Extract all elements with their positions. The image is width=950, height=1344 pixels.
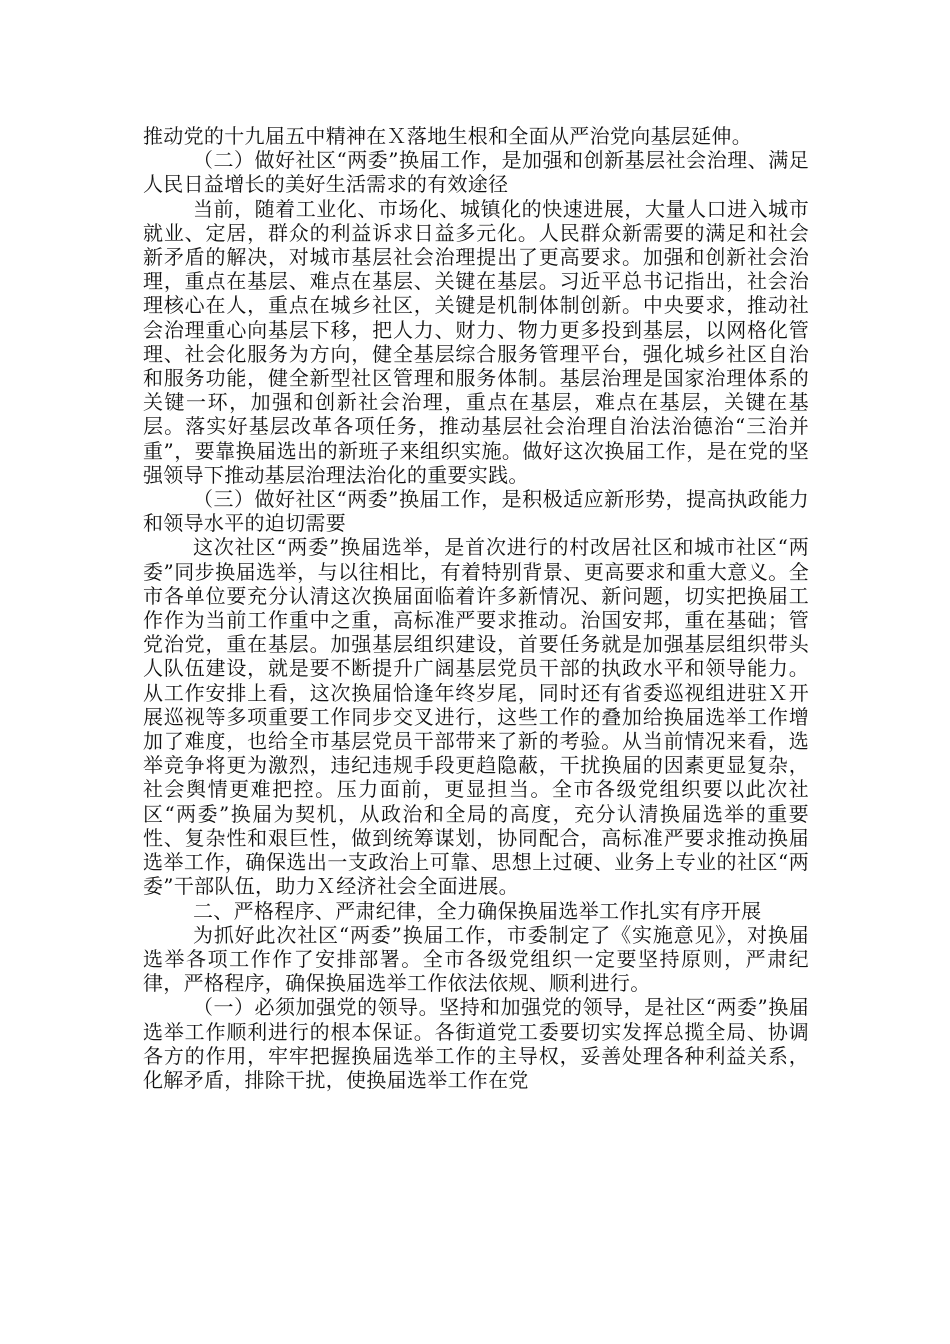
- section-heading-3: （三）做好社区“两委”换届工作，是积极适应新形势，提高执政能力和领导水平的迫切需要: [143, 487, 809, 536]
- paragraph-implementation-opinion: 为抓好此次社区“两委”换届工作，市委制定了《实施意见》，对换届选举各项工作作了安排部署。全市各级党组织一定要坚持原则，严肃纪律，严格程序，确保换届选举工作依法依规、顺利进行。: [143, 922, 809, 996]
- paragraph-continuation: 推动党的十九届五中精神在Ｘ落地生根和全面从严治党向基层延伸。: [143, 124, 752, 148]
- document-body: [143, 124, 809, 1092]
- paragraph-election-significance: 这次社区“两委”换届选举，是首次进行的村改居社区和城市社区“两委”同步换届选举，与以往相比，有着特别背景、更高要求和重大意义。全市各单位要充分认清这次换届面临着许多新情况、新问题，切实把换届工作作为当前工作重中之重，高标准严要求推动。治国安邦，重在基础；管党治党，重在基层。加强基层组织建设，首要任务就是加强基层组织带头人队伍建设，就是要不断提升广阔基层党员干部的执政水平和领导能力。从工作安排上看，这次换届恰逢年终岁尾，同时还有省委巡视组进驻Ｘ开展巡视等多项重要工作同步交叉进行，这些工作的叠加给换届选举工作增加了难度，也给全市基层党员干部带来了新的考验。从当前情况来看，选举竞争将更为激烈，违纪违规手段更趋隐蔽，干扰换届的因素更显复杂，社会舆情更难把控。压力面前，更显担当。全市各级党组织要以此次社区“两委”换届为契机，从政治和全局的高度，充分认清换届选举的重要性、复杂性和艰巨性，做到统筹谋划，协同配合，高标准严要求推动换届选举工作，确保选出一支政治上可靠、思想上过硬、业务上专业的社区“两委”干部队伍，助力Ｘ经济社会全面进展。: [143, 535, 809, 899]
- paragraph-social-governance: 当前，随着工业化、市场化、城镇化的快速进展，大量人口进入城市就业、定居，群众的利益诉求日益多元化。人民群众新需要的满足和社会新矛盾的解决，对城市基层社会治理提出了更高要求。加强和创新社会治理，重点在基层、难点在基层、关键在基层。习近平总书记指出，社会治理核心在人，重点在城乡社区，关键是机制体制创新。中央要求，推动社会治理重心向基层下移，把人力、财力、物力更多投到基层，以网格化管理、社会化服务为方向，健全基层综合服务管理平台，强化城乡社区自治和服务功能，健全新型社区管理和服务体制。基层治理是国家治理体系的关键一环，加强和创新社会治理，重点在基层，难点在基层，关键在基层。落实好基层改革各项任务，推动基层社会治理自治法治德治“三治并重”，要靠换届选出的新班子来组织实施。做好这次换届工作，是在党的坚强领导下推动基层治理法治化的重要实践。: [143, 196, 809, 487]
- paragraph-party-leadership: （一）必须加强党的领导。坚持和加强党的领导，是社区“两委”换届选举工作顺利进行的根本保证。各街道党工委要切实发挥总揽全局、协调各方的作用，牢牢把握换届选举工作的主导权，妥善处理各种利益关系，化解矛盾，排除干扰，使换届选举工作在党: [143, 995, 809, 1092]
- section-heading-2: （二）做好社区“两委”换届工作，是加强和创新基层社会治理、满足人民日益增长的美好生活需求的有效途径: [143, 148, 809, 197]
- section-heading-part-two: 二、严格程序、严肃纪律，全力确保换届选举工作扎实有序开展: [193, 898, 762, 923]
